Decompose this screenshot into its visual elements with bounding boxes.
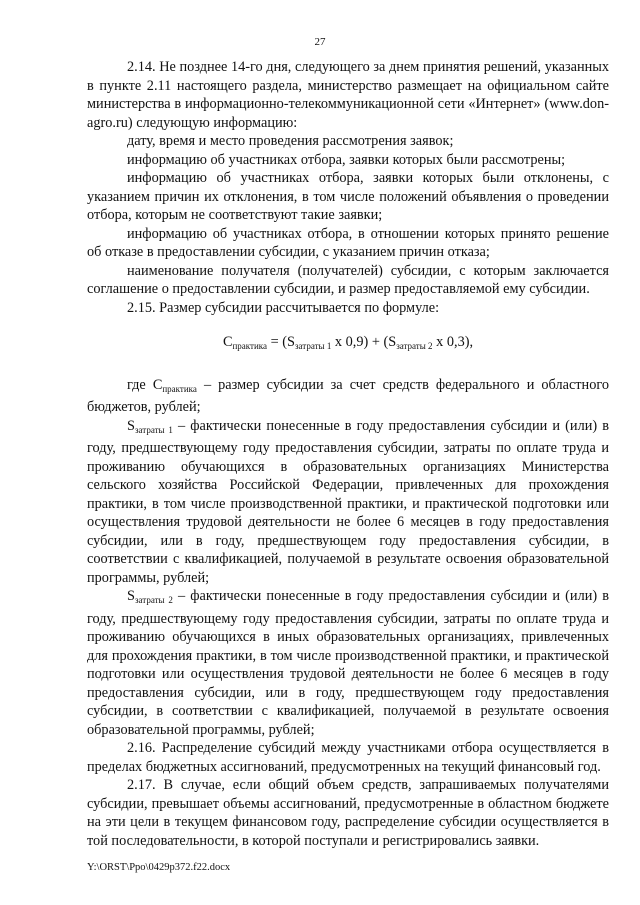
- subsidy-formula: [87, 333, 609, 356]
- definition-s2: [87, 587, 609, 739]
- definition-s1-symbol: S: [127, 417, 135, 434]
- list-item-rejected-participants: информацию об участниках отбора, заявки которых были отклонены, с указанием причин их отклонения, в том числе положений объявления о проведении отбора, которым не соответствуют такие заявки;: [87, 170, 609, 223]
- paragraph-2-17: 2.17. В случае, если общий объем средств, запрашиваемых получателями субсидии, превышает объемы ассигнований, предусмотренные в областном бюджете на эти цели в текущем финансовом году, распределение субсидии осуществляется в той последовательности, в которой поступали и регистрировались заявки.: [87, 777, 609, 849]
- definition-s2-symbol: S: [127, 588, 135, 604]
- formula-mid: х 0,9) + (S: [331, 334, 397, 350]
- page-number: 27: [314, 36, 326, 48]
- definition-s1-text: – фактически понесенные в году предоставления субсидии и (или) в году, предшествующему году предоставления субсидии, затраты по оплате труда и проживанию обучающихся в образовательных организациях Министерства сельского хозяйства Российской Федерации, привлеченных для прохождения практики, в том числе производственной практики, и практической подготовки или осуществления трудовой деятельности не более 6 месяцев в году предоставления субсидии, или в году, предшествующем году предоставления субсидии, в соответствии с квалификацией, получаемой в результате освоения образовательной программы, рублей;: [87, 417, 609, 586]
- definition-s1-sub: затраты 1: [134, 424, 173, 435]
- document-body: [87, 58, 609, 850]
- paragraph-2-14: 2.14. Не позднее 14-го дня, следующего за днем принятия решений, указанных в пункте 2.11 настоящего раздела, министерство размещает на официальном сайте министерства в информационно-телекоммуникационной сети «Интернет» (www.don-agro.ru) следующую информацию:: [87, 59, 609, 131]
- definition-s2-text: – фактически понесенные в году предоставления субсидии и (или) в году, предшествующему году предоставления субсидии, затраты по оплате труда и проживанию обучающихся в иных образовательных организациях, привлеченных для прохождения практики, в том числе производственной практики, и практической подготовки или осуществления трудовой деятельности не более 6 месяцев в году предоставления субсидии, или в году, предшествующем году предоставления субсидии, в соответствии с квалификацией, получаемой в результате освоения образовательной программы, рублей;: [87, 588, 609, 738]
- definition-c-sub: практика: [162, 383, 197, 394]
- definition-s1: [87, 417, 609, 588]
- paragraph-2-16: 2.16. Распределение субсидий между участниками отбора осуществляется в пределах бюджетных ассигнований, предусмотренных на текущий финансовый год.: [87, 740, 609, 775]
- formula-s1-sub: затраты 1: [294, 341, 332, 351]
- definition-s2-sub: затраты 2: [134, 595, 173, 605]
- formula-eq-open: = (S: [267, 334, 295, 350]
- list-item-recipient-name: наименование получателя (получателей) субсидии, с которым заключается соглашение о предоставлении субсидии, и размер предоставляемой ему субсидии.: [87, 262, 609, 297]
- file-path-footer: Y:\ORST\Ppo\0429p372.f22.docx: [87, 862, 231, 873]
- list-item-refused-participants: информацию об участниках отбора, в отношении которых принято решение об отказе в предоставлении субсидии, с указанием причин отказа;: [87, 225, 609, 260]
- definition-c: [87, 376, 609, 417]
- formula-tail: х 0,3),: [432, 334, 474, 350]
- paragraph-2-15: 2.15. Размер субсидии рассчитывается по формуле:: [127, 299, 440, 316]
- list-item-review-date: дату, время и место проведения рассмотрения заявок;: [127, 133, 454, 149]
- formula-s2-sub: затраты 2: [396, 341, 433, 351]
- formula-c: С: [222, 334, 233, 350]
- definition-c-prefix: где С: [127, 376, 163, 393]
- definition-c-text: – размер субсидии за счет средств федерального и областного бюджетов, рублей;: [87, 376, 609, 415]
- formula-c-sub: практика: [232, 341, 268, 351]
- list-item-reviewed-participants: информацию об участниках отбора, заявки которых были рассмотрены;: [127, 151, 566, 168]
